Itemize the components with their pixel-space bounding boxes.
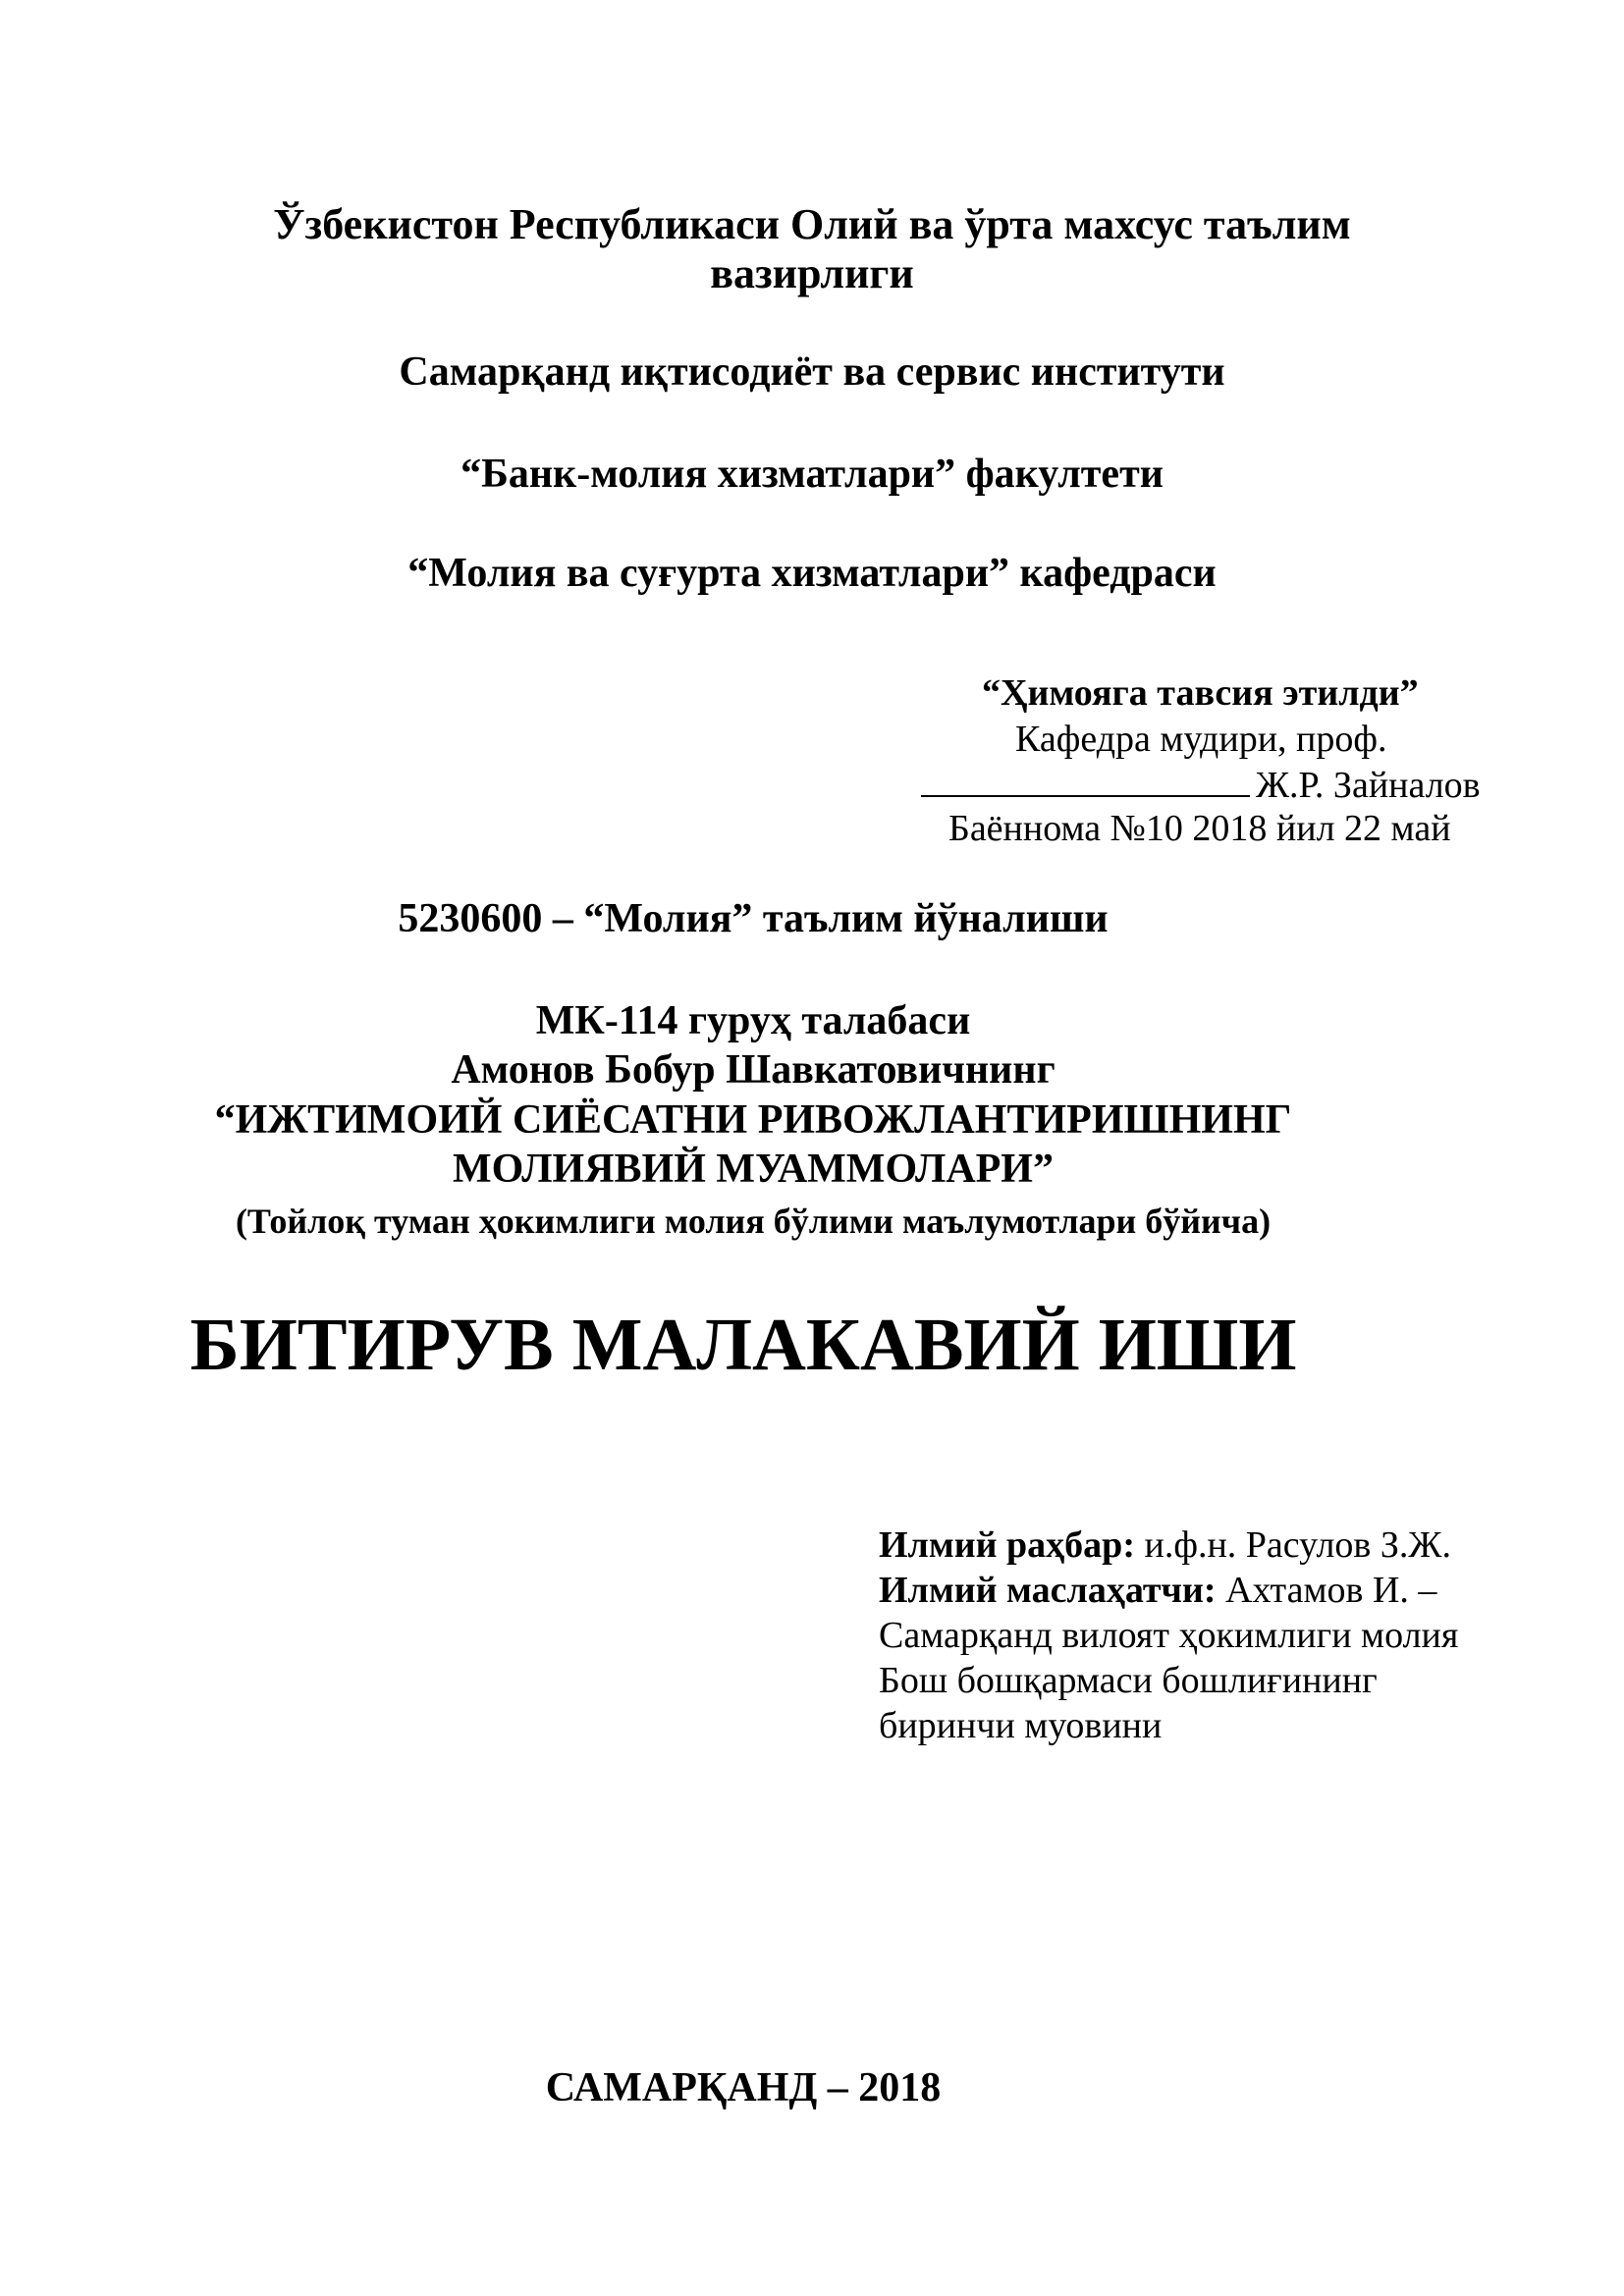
topic-line-2: МОЛИЯВИЙ МУАММОЛАРИ”: [453, 1147, 1054, 1192]
topic-line-1: “ИЖТИМОИЙ СИЁСАТНИ РИВОЖЛАНТИРИШНИНГ: [214, 1097, 1292, 1143]
student-group: МК-114 гуруҳ талабаси: [535, 998, 971, 1043]
signature-underline: [921, 766, 1250, 797]
consultant-line-2: Самарқанд вилоят ҳокимлиги молия: [879, 1615, 1459, 1656]
department-name: “Молия ва суғурта хизматлари” кафедраси: [407, 551, 1217, 596]
ministry-line-2: вазирлиги: [710, 249, 914, 297]
topic-note: (Тойлоқ туман ҳокимлиги молия бўлими маълумотлари бўйича): [235, 1201, 1272, 1241]
consultant-line-4: биринчи муовини: [879, 1705, 1163, 1746]
faculty-name: “Банк-молия хизматлари” факултети: [460, 452, 1164, 497]
student-name: Амонов Бобур Шавкатовичнинг: [451, 1047, 1056, 1093]
approval-head-name: Ж.Р. Зайналов: [1256, 765, 1481, 806]
consultant-name: Ахтамов И. –: [1225, 1570, 1437, 1611]
ministry-line-1: Ўзбекистон Республикаси Олий ва ўрта махсус таълим: [273, 200, 1351, 248]
consultant-line-3: Бош бошқармаси бошлиғининг: [879, 1660, 1378, 1701]
supervisor-line: [879, 1526, 1451, 1564]
approval-signature-line: [921, 766, 1481, 804]
supervisor-label: Илмий раҳбар:: [879, 1524, 1135, 1566]
consultant-line: [879, 1572, 1436, 1609]
approval-title: “Ҳимояга тавсия этилди”: [982, 672, 1419, 714]
approval-protocol: Баённома №10 2018 йил 22 май: [948, 808, 1451, 849]
work-title: БИТИРУВ МАЛАКАВИЙ ИШИ: [189, 1304, 1297, 1386]
approval-head-role: Кафедра мудири, проф.: [1015, 719, 1387, 760]
education-direction: 5230600 – “Молия” таълим йўналиши: [398, 896, 1109, 941]
supervisor-name: и.ф.н. Расулов З.Ж.: [1144, 1524, 1451, 1566]
consultant-label: Илмий маслаҳатчи:: [879, 1570, 1217, 1611]
city-year: САМАРҚАНД – 2018: [545, 2065, 942, 2110]
institute-name: Самарқанд иқтисодиёт ва сервис институти: [399, 349, 1225, 395]
